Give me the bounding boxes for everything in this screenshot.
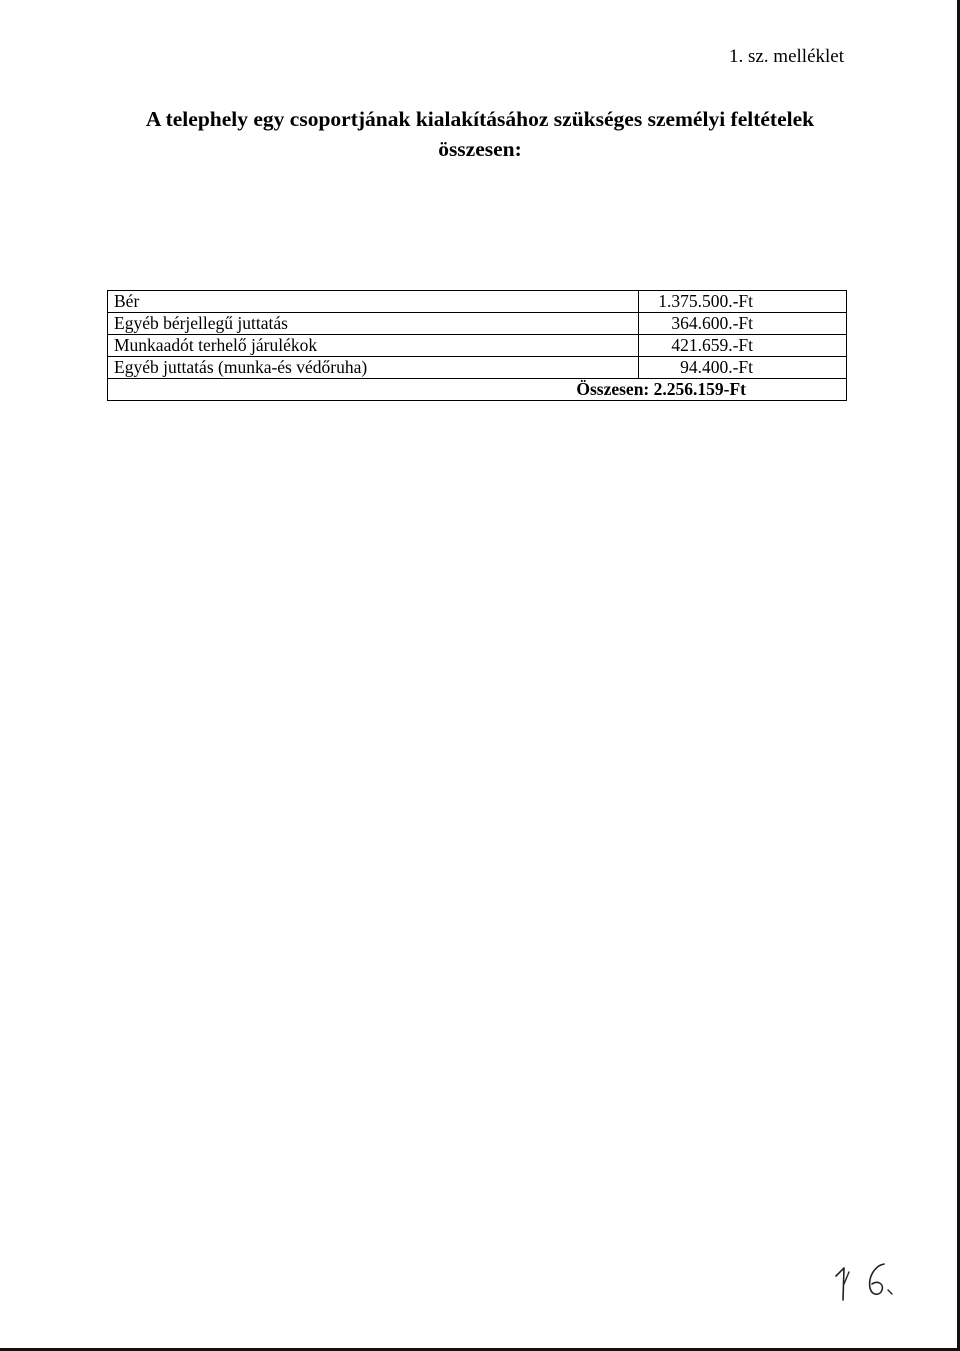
row-amount: 1.375.500.-Ft (639, 291, 847, 313)
row-amount: 421.659.-Ft (639, 335, 847, 357)
title-line-2: összesen: (438, 137, 522, 161)
title-line-1: A telephely egy csoportjának kialakításához szükséges személyi feltételek (145, 107, 815, 131)
row-label: Egyéb bérjellegű juttatás (108, 313, 639, 335)
row-label: Bér (108, 291, 639, 313)
total-row (108, 379, 847, 401)
row-label: Egyéb juttatás (munka-és védőruha) (108, 357, 639, 379)
table-row (108, 313, 847, 335)
total-amount: Összesen: 2.256.159-Ft (108, 379, 847, 401)
row-amount: 364.600.-Ft (639, 313, 847, 335)
page-title (0, 104, 960, 164)
cost-table (107, 290, 847, 401)
table-row (108, 357, 847, 379)
handwritten-page-number (832, 1254, 902, 1304)
row-label: Munkaadót terhelő járulékok (108, 335, 639, 357)
annex-label: 1. sz. melléklet (728, 46, 844, 67)
table-row (108, 335, 847, 357)
row-amount: 94.400.-Ft (639, 357, 847, 379)
table-row (108, 291, 847, 313)
